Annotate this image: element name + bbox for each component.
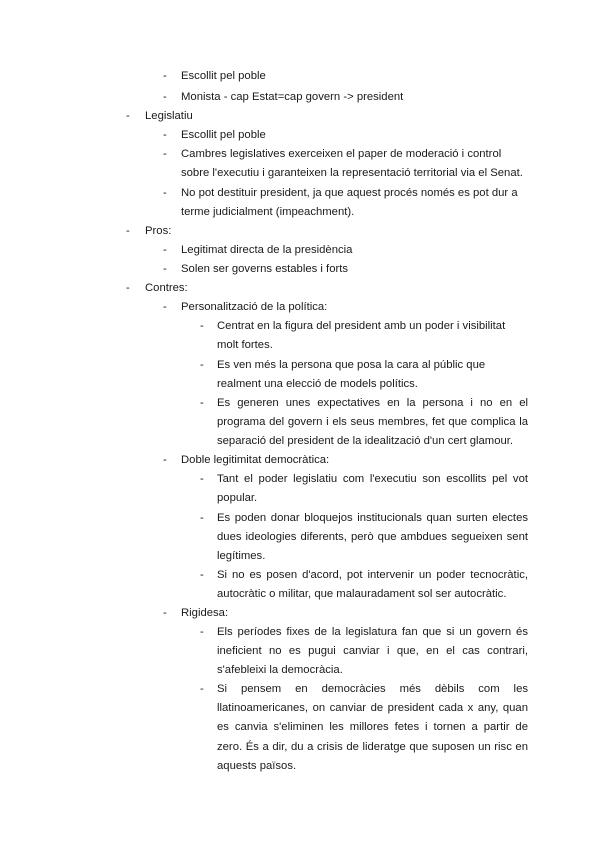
subsection-heading: Personalització de la política:	[181, 301, 328, 313]
section-heading: Pros:	[145, 225, 172, 237]
bullet-dash: -	[200, 569, 204, 581]
bullet-dash: -	[163, 91, 167, 103]
bullet-dash: -	[200, 359, 204, 371]
bullet-dash: -	[163, 70, 167, 82]
bullet-dash: -	[200, 683, 204, 695]
bullet-dash: -	[163, 244, 167, 256]
bullet-dash: -	[163, 187, 167, 199]
bullet-dash: -	[163, 263, 167, 275]
bullet-dash: -	[200, 397, 204, 409]
section-heading: Contres:	[145, 282, 188, 294]
list-item: Escollit pel poble	[181, 70, 266, 82]
bullet-dash: -	[200, 320, 204, 332]
list-item: No pot destituir president, ja que aquest procés només es pot dur a terme judicialment (impeachment).	[181, 187, 518, 219]
list-item: Tant el poder legislatiu com l'executiu son escollits pel vot popular.	[217, 473, 528, 505]
list-item: Cambres legislatives exerceixen el paper de moderació i control sobre l'executiu i garanteixen la representació territorial via el Senat.	[181, 148, 523, 180]
bullet-dash: -	[126, 282, 130, 294]
bullet-dash: -	[163, 148, 167, 160]
bullet-dash: -	[163, 454, 167, 466]
list-item: Si pensem en democràcies més dèbils com les llatinoamericanes, on canviar de president cada x any, quan es canvia s'eliminen les millores fetes i tornen a partir de zero. És a dir, du a crisis de lideratge que suposen un risc en aquests països.	[217, 683, 528, 772]
list-item: Es generen unes expectatives en la persona i no en el programa del govern i els seus membres, fet que complica la separació del president de la idealització d'un cert glamour.	[217, 397, 528, 448]
list-item: Es poden donar bloquejos institucionals quan surten electes dues ideologies diferents, però que ambdues segueixen sent legítimes.	[217, 512, 528, 563]
list-item: Monista - cap Estat=cap govern -> president	[181, 91, 404, 103]
bullet-dash: -	[163, 129, 167, 141]
bullet-dash: -	[200, 473, 204, 485]
bullet-dash: -	[126, 110, 130, 122]
bullet-dash: -	[200, 512, 204, 524]
bullet-dash: -	[163, 301, 167, 313]
bullet-dash: -	[200, 626, 204, 638]
bullet-dash: -	[163, 607, 167, 619]
subsection-heading: Doble legitimitat democràtica:	[181, 454, 330, 466]
list-item: Legitimat directa de la presidència	[181, 244, 353, 256]
list-item: Si no es posen d'acord, pot intervenir un poder tecnocràtic, autocràtic o militar, que malauradament sol ser autocràtic.	[217, 569, 528, 601]
list-item: Els períodes fixes de la legislatura fan que si un govern és ineficient no es pugui canviar i que, en el cas contrari, s'afebleixi la democràcia.	[217, 626, 528, 677]
list-item: Solen ser governs estables i forts	[181, 263, 349, 275]
bullet-dash: -	[126, 225, 130, 237]
list-item: Es ven més la persona que posa la cara al públic que realment una elecció de models polítics.	[217, 359, 486, 391]
section-heading: Legislatiu	[145, 110, 193, 122]
list-item: Centrat en la figura del president amb un poder i visibilitat molt fortes.	[217, 320, 506, 352]
subsection-heading: Rigidesa:	[181, 607, 229, 619]
list-item: Escollit pel poble	[181, 129, 266, 141]
